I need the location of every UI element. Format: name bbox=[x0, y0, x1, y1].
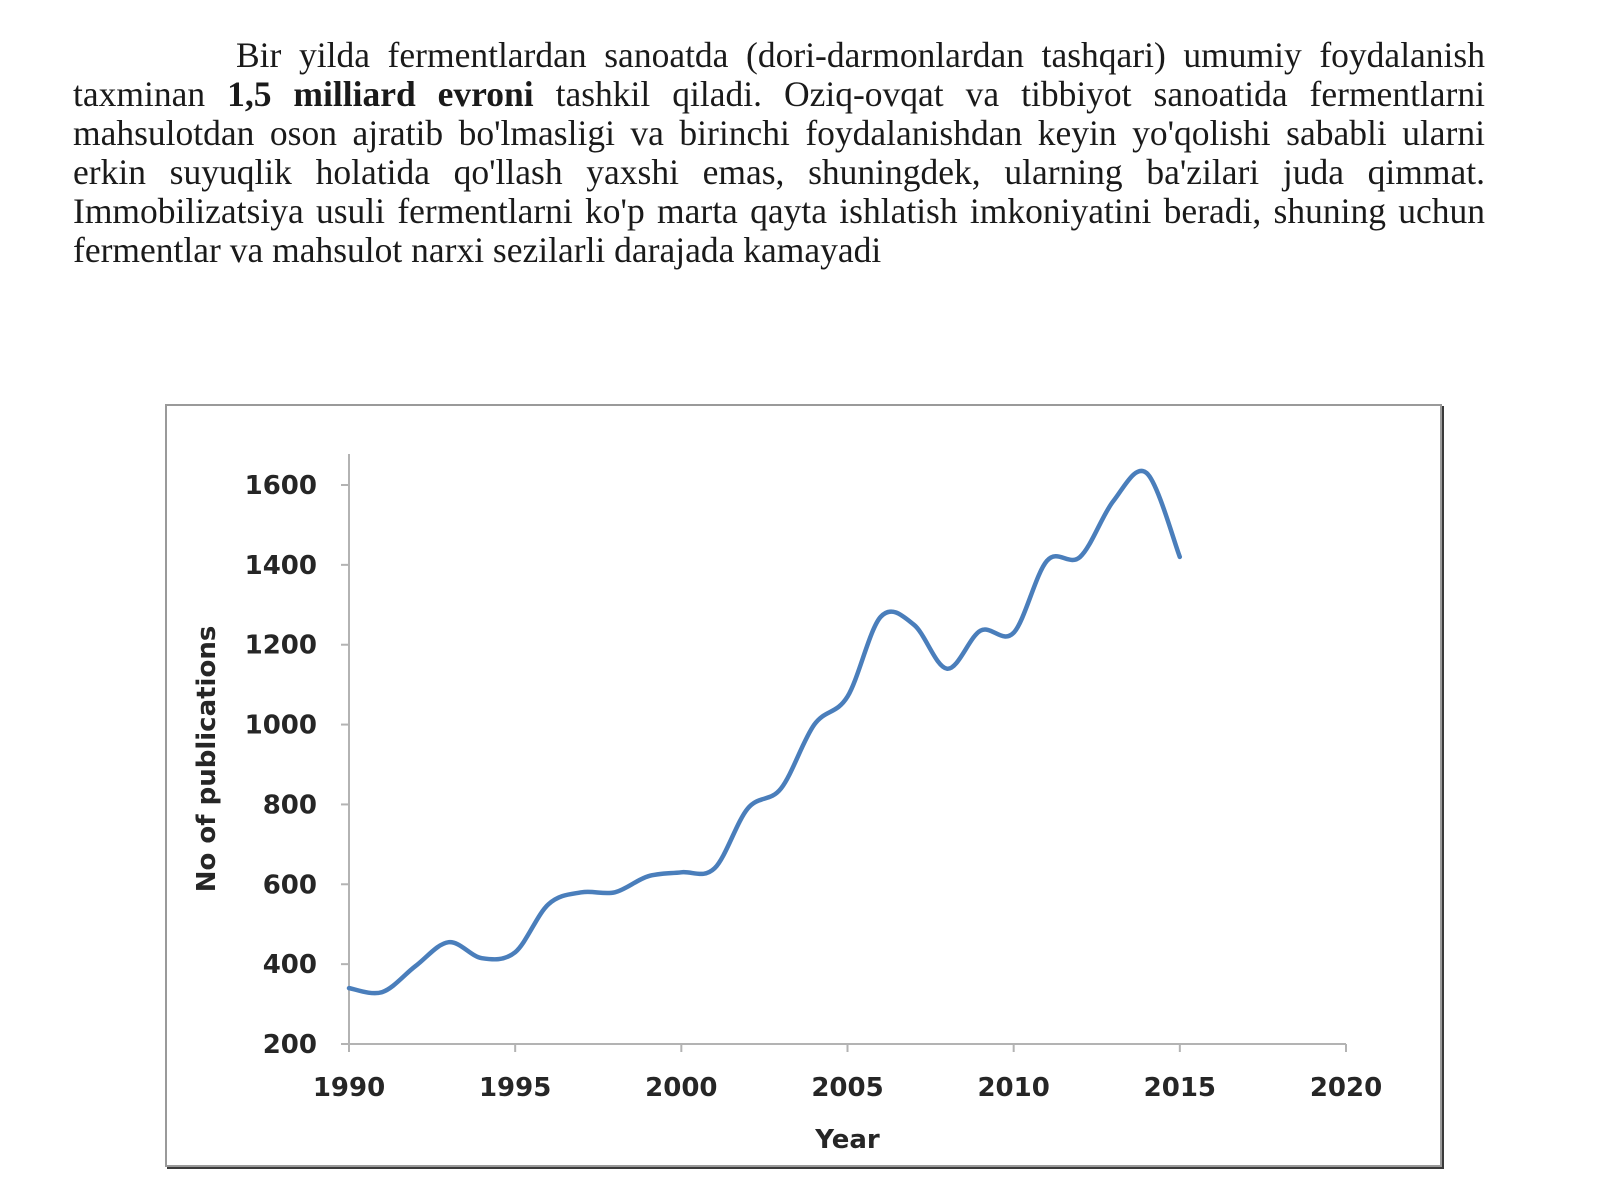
body-text bbox=[73, 36, 1485, 270]
x-tick-label: 2000 bbox=[645, 1073, 718, 1103]
chart-frame bbox=[165, 404, 1442, 1167]
x-tick-label: 2010 bbox=[977, 1073, 1050, 1103]
paragraph-bold-amount: 1,5 milliard evroni bbox=[227, 74, 534, 114]
x-tick-label: 2005 bbox=[811, 1073, 884, 1103]
paragraph-text-start: Bir yilda fermentlardan sanoatda (dori-darmonlardan tashqari) umumiy foydalanish taxminan bbox=[73, 35, 1485, 114]
publications-line-chart bbox=[167, 406, 1440, 1165]
y-axis-title: No of publications bbox=[192, 625, 222, 893]
paragraph-text-end: tashkil qiladi. Oziq-ovqat va tibbiyot sanoatida fermentlarni mahsulotdan oson ajratib bo'lmasligi va birinchi foydalanishdan keyin yo'qolishi sababli ularni erkin suyuqlik holatida qo'llash yaxshi emas, shuningdek, ularning ba'zilari juda qimmat. Immobilizatsiya usuli fermentlarni ko'p marta qayta ishlatish imkoniyatini beradi, shuning uchun fermentlar va mahsulot narxi sezilarli darajada kamayadi bbox=[73, 74, 1485, 270]
y-tick-label: 200 bbox=[262, 1030, 317, 1060]
y-tick-label: 800 bbox=[262, 790, 317, 821]
x-tick-label: 1990 bbox=[312, 1073, 386, 1103]
series-line bbox=[349, 471, 1180, 993]
y-tick-label: 1200 bbox=[244, 630, 317, 661]
x-axis-title: Year bbox=[815, 1125, 880, 1155]
y-tick-label: 1000 bbox=[244, 710, 317, 741]
y-tick-label: 1600 bbox=[244, 471, 317, 501]
y-tick-label: 1400 bbox=[244, 550, 317, 581]
x-tick-label: 2020 bbox=[1309, 1073, 1383, 1103]
paragraph bbox=[73, 36, 1485, 270]
y-tick-label: 400 bbox=[262, 950, 317, 981]
y-tick-label: 600 bbox=[262, 870, 317, 901]
x-tick-label: 2015 bbox=[1143, 1073, 1217, 1103]
x-tick-label: 1995 bbox=[478, 1073, 552, 1103]
